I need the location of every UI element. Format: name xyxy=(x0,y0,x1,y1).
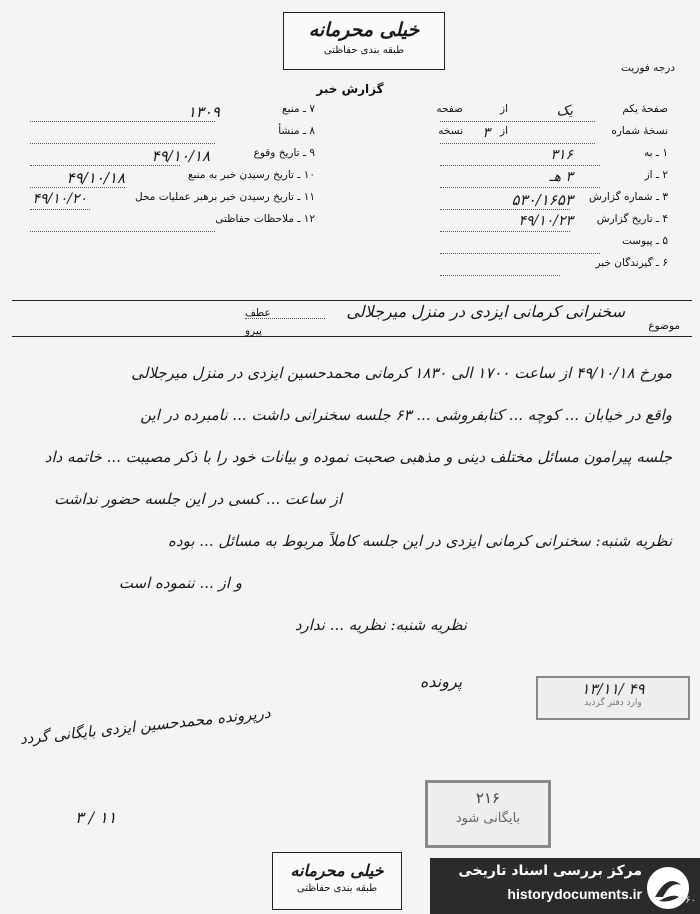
field-value: ۳ xyxy=(482,125,490,141)
body-line: نظریه شنبه: سخنرانی کرمانی ایزدی در این جلسه کاملاً مربوط به مسائل ... بوده xyxy=(168,532,672,550)
signature-note: پرونده xyxy=(420,672,463,691)
section-divider xyxy=(12,300,692,301)
field-value: یک xyxy=(556,103,573,119)
field-value: ۱۳۰۹ xyxy=(187,103,220,121)
field-mid: از xyxy=(500,125,508,137)
field-value: ۳۱۶ xyxy=(550,147,573,163)
received-stamp-number: ۱۳/۱۱/ ۴۹ xyxy=(581,680,645,698)
subject-value: سخنرانی کرمانی ایزدی در منزل میرجلالی xyxy=(346,302,625,321)
dotted-rule xyxy=(440,121,595,122)
peyro-label: پیرو xyxy=(245,325,262,337)
dotted-rule xyxy=(30,165,180,166)
site-url: historydocuments.ir xyxy=(507,886,642,902)
footer-classification-text: خیلی محرمانه xyxy=(290,861,384,880)
field-label: نسخهٔ شماره xyxy=(611,125,668,137)
field-label: ۱۱ ـ تاریخ رسیدن خبر برهبر عملیات محل xyxy=(135,191,315,203)
side-rule xyxy=(245,318,325,319)
field-mid: از xyxy=(500,103,508,115)
field-value: ۵۳۰/۱۶۵۳ xyxy=(511,191,573,209)
dotted-rule xyxy=(440,231,570,232)
field-end: صفحه xyxy=(436,103,463,115)
dotted-rule xyxy=(30,209,90,210)
field-label: ۲ ـ از xyxy=(644,169,668,181)
body-line: از ساعت ... کسی در این جلسه حضور نداشت xyxy=(54,490,342,508)
classification-text: خیلی محرمانه xyxy=(308,19,420,41)
footer-classification-box xyxy=(272,852,402,910)
atf-label: عطف xyxy=(245,307,271,319)
field-end: نسخه xyxy=(438,125,463,137)
archive-stamp-number: ۲۱۶ xyxy=(475,789,501,807)
dotted-rule xyxy=(30,121,215,122)
body-line: واقع در خیابان ... کوچه ... کتابفروشی ... ۶۳ جلسه سخنرانی داشت ... نامبرده در این xyxy=(140,406,672,424)
watermark-band xyxy=(430,858,700,914)
field-label: ۱۲ ـ ملاحظات حفاظتی xyxy=(215,213,315,225)
field-label: ۵ ـ پیوست xyxy=(621,235,668,247)
form-title: گزارش خبر xyxy=(316,82,384,96)
bottom-initials: ۳ / ۱۱ xyxy=(75,808,117,827)
archive-instruction: درپرونده محمدحسین ایزدی بایگانی گردد xyxy=(19,703,272,748)
subject-label: موضوع xyxy=(648,320,680,332)
dotted-rule xyxy=(30,143,215,144)
urgency-label: درجه فوریت xyxy=(621,62,675,74)
classification-box xyxy=(283,12,445,70)
field-label: ۹ ـ تاریخ وقوع xyxy=(253,147,315,159)
dotted-rule xyxy=(440,187,600,188)
field-value: ۴۹/۱۰/۱۸ xyxy=(66,169,125,187)
dotted-rule xyxy=(440,165,600,166)
received-stamp xyxy=(536,676,690,720)
classification-note: طبقه بندی حفاظتی xyxy=(323,45,405,56)
center-name: مرکز بررسی اسناد تاریخی xyxy=(458,863,642,879)
field-label: ۸ ـ منشأ xyxy=(278,125,315,137)
field-label: ۷ ـ منبع xyxy=(282,103,315,115)
dotted-rule xyxy=(30,231,215,232)
received-stamp-caption: وارد دفتر گردید xyxy=(584,698,642,708)
body-line: مورخ ۴۹/۱۰/۱۸ از ساعت ۱۷۰۰ الی ۱۸۳۰ کرمانی محمدحسین ایزدی در منزل میرجلالی xyxy=(131,364,672,382)
dotted-rule xyxy=(440,275,560,276)
archive-stamp-text: بایگانی شود xyxy=(455,811,521,826)
section-divider xyxy=(12,336,692,337)
field-value: ۴۹/۱۰/۲۳ xyxy=(518,213,573,229)
left-field-list xyxy=(15,103,315,235)
dotted-rule xyxy=(440,209,570,210)
footer-classification-note: طبقه بندی حفاظتی xyxy=(296,883,378,894)
report-body xyxy=(22,352,672,646)
body-line: و از ... ننموده است xyxy=(118,574,242,592)
dotted-rule xyxy=(440,253,600,254)
field-label: ۱۰ ـ تاریخ رسیدن خبر به منبع xyxy=(187,169,315,181)
field-label: ۱ ـ به xyxy=(644,147,668,159)
field-value: ۳ هـ xyxy=(549,169,573,185)
field-label: ۴ ـ تاریخ گزارش xyxy=(596,213,668,225)
archive-stamp xyxy=(425,780,551,848)
body-line: جلسه پیرامون مسائل مختلف دینی و مذهبی صحبت نموده و بیانات خود را با ذکر مصیبت ... خاتمه داد xyxy=(44,448,672,466)
field-label: صفحهٔ یکم xyxy=(622,103,668,115)
dotted-rule xyxy=(30,187,125,188)
field-value: ۴۹/۱۰/۱۸ xyxy=(151,147,210,165)
field-value: ۴۹/۱۰/۲۰ xyxy=(32,191,87,207)
field-label: ۳ ـ شماره گزارش xyxy=(589,191,668,203)
field-label: ۶ ـ گیرندگان خبر xyxy=(595,257,668,269)
dotted-rule xyxy=(440,143,595,144)
body-line: نظریه شنبه: نظریه ... ندارد xyxy=(294,616,467,634)
page-code: ۴۶۰ xyxy=(679,895,696,906)
